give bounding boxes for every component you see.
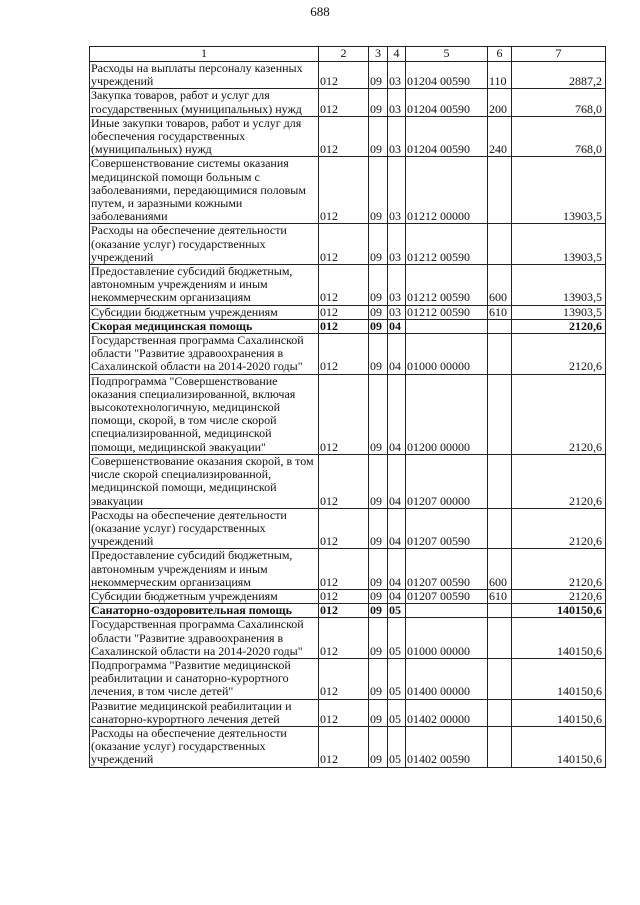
code-admin-cell: 012 (319, 157, 369, 224)
row-name-cell: Предоставление субсидий бюджетным, автономным учреждениям и иным некоммерческим организациям (90, 265, 319, 306)
row-name-cell: Подпрограмма "Развитие медицинской реабилитации и санаторно-курортного лечения, в том числе детей" (90, 658, 319, 699)
target-article-cell: 01212 00000 (406, 157, 488, 224)
section-cell: 09 (369, 508, 388, 549)
code-admin-cell: 012 (319, 726, 369, 767)
expense-type-cell (488, 374, 512, 454)
table-row (90, 319, 606, 333)
subsection-cell: 04 (388, 454, 406, 508)
row-name-cell: Государственная программа Сахалинской области "Развитие здравоохранения в Сахалинской области на 2014-2020 годы" (90, 334, 319, 375)
amount-cell: 13903,5 (512, 265, 606, 306)
row-name-cell: Субсидии бюджетным учреждениям (90, 589, 319, 603)
section-cell: 09 (369, 699, 388, 726)
table-body (90, 47, 606, 768)
expense-type-cell (488, 508, 512, 549)
target-article-cell: 01207 00590 (406, 549, 488, 590)
target-article-cell: 01204 00590 (406, 89, 488, 116)
row-name-cell: Расходы на выплаты персоналу казенных учреждений (90, 62, 319, 89)
section-cell: 09 (369, 157, 388, 224)
amount-cell: 768,0 (512, 89, 606, 116)
table-row (90, 454, 606, 508)
expense-type-cell (488, 726, 512, 767)
subsection-cell: 04 (388, 508, 406, 549)
target-article-cell (406, 319, 488, 333)
row-name-cell: Иные закупки товаров, работ и услуг для обеспечения государственных (муниципальных) нужд (90, 116, 319, 157)
subsection-cell: 03 (388, 116, 406, 157)
row-name-cell: Расходы на обеспечение деятельности (оказание услуг) государственных учреждений (90, 508, 319, 549)
subsection-cell: 03 (388, 224, 406, 265)
target-article-cell: 01207 00000 (406, 454, 488, 508)
header-cell: 2 (319, 47, 369, 62)
code-admin-cell: 012 (319, 618, 369, 659)
code-admin-cell: 012 (319, 224, 369, 265)
target-article-cell: 01212 00590 (406, 224, 488, 265)
target-article-cell: 01212 00590 (406, 305, 488, 319)
section-cell: 09 (369, 549, 388, 590)
target-article-cell: 01000 00000 (406, 618, 488, 659)
row-name-cell: Подпрограмма "Совершенствование оказания специализированной, включая высокотехнологичную, медицинской помощи, скорой, в том числе скорой специализированной, медицинской помощи, медицинской эвакуации" (90, 374, 319, 454)
target-article-cell: 01204 00590 (406, 116, 488, 157)
amount-cell: 768,0 (512, 116, 606, 157)
table-row (90, 334, 606, 375)
subsection-cell: 04 (388, 334, 406, 375)
section-cell: 09 (369, 116, 388, 157)
amount-cell: 140150,6 (512, 604, 606, 618)
expense-type-cell (488, 604, 512, 618)
row-name-cell: Скорая медицинская помощь (90, 319, 319, 333)
section-cell: 09 (369, 454, 388, 508)
subsection-cell: 03 (388, 305, 406, 319)
table-row (90, 726, 606, 767)
section-cell: 09 (369, 319, 388, 333)
target-article-cell: 01402 00000 (406, 699, 488, 726)
section-cell: 09 (369, 62, 388, 89)
code-admin-cell: 012 (319, 305, 369, 319)
header-cell: 3 (369, 47, 388, 62)
code-admin-cell: 012 (319, 62, 369, 89)
amount-cell: 140150,6 (512, 618, 606, 659)
expense-type-cell: 110 (488, 62, 512, 89)
subsection-cell: 03 (388, 265, 406, 306)
expense-type-cell: 600 (488, 549, 512, 590)
amount-cell: 2120,6 (512, 374, 606, 454)
table-row (90, 604, 606, 618)
section-cell: 09 (369, 334, 388, 375)
code-admin-cell: 012 (319, 454, 369, 508)
amount-cell: 13903,5 (512, 305, 606, 319)
table-row (90, 549, 606, 590)
section-cell: 09 (369, 589, 388, 603)
code-admin-cell: 012 (319, 508, 369, 549)
header-cell: 5 (406, 47, 488, 62)
target-article-cell: 01212 00590 (406, 265, 488, 306)
amount-cell: 2120,6 (512, 319, 606, 333)
row-name-cell: Закупка товаров, работ и услуг для государственных (муниципальных) нужд (90, 89, 319, 116)
table-row (90, 157, 606, 224)
row-name-cell: Предоставление субсидий бюджетным, автономным учреждениям и иным некоммерческим организациям (90, 549, 319, 590)
table-row (90, 224, 606, 265)
target-article-cell: 01207 00590 (406, 508, 488, 549)
code-admin-cell: 012 (319, 589, 369, 603)
section-cell: 09 (369, 618, 388, 659)
code-admin-cell: 012 (319, 334, 369, 375)
subsection-cell: 05 (388, 699, 406, 726)
header-row (90, 47, 606, 62)
expense-type-cell (488, 334, 512, 375)
subsection-cell: 04 (388, 319, 406, 333)
table-row (90, 618, 606, 659)
amount-cell: 2120,6 (512, 334, 606, 375)
amount-cell: 13903,5 (512, 157, 606, 224)
subsection-cell: 04 (388, 589, 406, 603)
code-admin-cell: 012 (319, 374, 369, 454)
table-row (90, 589, 606, 603)
page-number: 688 (310, 4, 330, 19)
expense-type-cell (488, 658, 512, 699)
section-cell: 09 (369, 658, 388, 699)
target-article-cell (406, 604, 488, 618)
target-article-cell: 01207 00590 (406, 589, 488, 603)
subsection-cell: 03 (388, 157, 406, 224)
table-row (90, 265, 606, 306)
expense-type-cell (488, 454, 512, 508)
subsection-cell: 05 (388, 604, 406, 618)
expense-type-cell (488, 699, 512, 726)
code-admin-cell: 012 (319, 319, 369, 333)
table-row (90, 374, 606, 454)
table-row (90, 305, 606, 319)
section-cell: 09 (369, 89, 388, 116)
section-cell: 09 (369, 374, 388, 454)
row-name-cell: Совершенствование оказания скорой, в том числе скорой специализированной, медицинской помощи, медицинской эвакуации (90, 454, 319, 508)
target-article-cell: 01204 00590 (406, 62, 488, 89)
expense-type-cell (488, 224, 512, 265)
amount-cell: 2120,6 (512, 549, 606, 590)
code-admin-cell: 012 (319, 658, 369, 699)
code-admin-cell: 012 (319, 699, 369, 726)
amount-cell: 13903,5 (512, 224, 606, 265)
subsection-cell: 03 (388, 62, 406, 89)
target-article-cell: 01200 00000 (406, 374, 488, 454)
table-row (90, 508, 606, 549)
table-row (90, 658, 606, 699)
target-article-cell: 01402 00590 (406, 726, 488, 767)
row-name-cell: Совершенствование системы оказания медицинской помощи больным с заболеваниями, передающимися половым путем, и заразными кожными заболеваниями (90, 157, 319, 224)
expense-type-cell (488, 319, 512, 333)
amount-cell: 2120,6 (512, 508, 606, 549)
amount-cell: 2120,6 (512, 454, 606, 508)
row-name-cell: Развитие медицинской реабилитации и санаторно-курортного лечения детей (90, 699, 319, 726)
amount-cell: 140150,6 (512, 658, 606, 699)
table-row (90, 699, 606, 726)
subsection-cell: 03 (388, 89, 406, 116)
subsection-cell: 05 (388, 618, 406, 659)
code-admin-cell: 012 (319, 265, 369, 306)
expense-type-cell: 610 (488, 589, 512, 603)
expense-type-cell: 600 (488, 265, 512, 306)
row-name-cell: Санаторно-оздоровительная помощь (90, 604, 319, 618)
subsection-cell: 05 (388, 658, 406, 699)
section-cell: 09 (369, 604, 388, 618)
section-cell: 09 (369, 265, 388, 306)
section-cell: 09 (369, 726, 388, 767)
expense-type-cell (488, 618, 512, 659)
row-name-cell: Субсидии бюджетным учреждениям (90, 305, 319, 319)
code-admin-cell: 012 (319, 89, 369, 116)
expense-type-cell (488, 157, 512, 224)
amount-cell: 2120,6 (512, 589, 606, 603)
subsection-cell: 04 (388, 549, 406, 590)
amount-cell: 140150,6 (512, 726, 606, 767)
row-name-cell: Расходы на обеспечение деятельности (оказание услуг) государственных учреждений (90, 224, 319, 265)
target-article-cell: 01400 00000 (406, 658, 488, 699)
expense-type-cell: 610 (488, 305, 512, 319)
amount-cell: 140150,6 (512, 699, 606, 726)
section-cell: 09 (369, 224, 388, 265)
table-row (90, 89, 606, 116)
table-row (90, 62, 606, 89)
code-admin-cell: 012 (319, 116, 369, 157)
code-admin-cell: 012 (319, 604, 369, 618)
header-cell: 6 (488, 47, 512, 62)
row-name-cell: Расходы на обеспечение деятельности (оказание услуг) государственных учреждений (90, 726, 319, 767)
section-cell: 09 (369, 305, 388, 319)
row-name-cell: Государственная программа Сахалинской области "Развитие здравоохранения в Сахалинской области на 2014-2020 годы" (90, 618, 319, 659)
budget-table (89, 46, 606, 768)
expense-type-cell: 200 (488, 89, 512, 116)
target-article-cell: 01000 00000 (406, 334, 488, 375)
amount-cell: 2887,2 (512, 62, 606, 89)
header-cell: 4 (388, 47, 406, 62)
expense-type-cell: 240 (488, 116, 512, 157)
code-admin-cell: 012 (319, 549, 369, 590)
table-row (90, 116, 606, 157)
header-cell: 7 (512, 47, 606, 62)
subsection-cell: 04 (388, 374, 406, 454)
header-cell: 1 (90, 47, 319, 62)
subsection-cell: 05 (388, 726, 406, 767)
